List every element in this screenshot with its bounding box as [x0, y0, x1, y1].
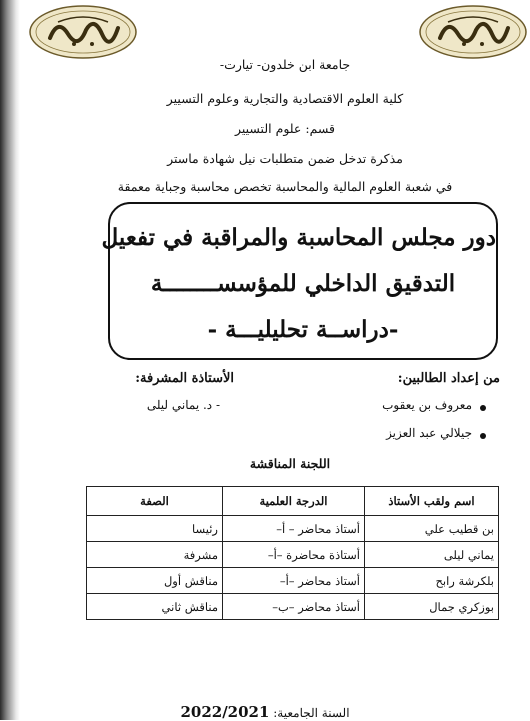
scan-edge-shadow: [0, 0, 20, 720]
specialty: في شعبة العلوم المالية والمحاسبة تخصص محاسبة وجباية معمقة: [117, 179, 453, 194]
member-role: مناقش ثاني: [87, 594, 223, 620]
university-logo-left: [28, 4, 138, 60]
academic-year-label: السنة الجامعية:: [273, 706, 350, 720]
university-logo-right: [418, 4, 528, 60]
member-role: رئيسا: [87, 516, 223, 542]
column-header: الصفة: [87, 487, 223, 516]
student-name-1: معروف بن يعقوب: [382, 398, 472, 412]
bullet: [480, 405, 486, 411]
table-row: [87, 516, 499, 542]
title-box: [101, 202, 498, 360]
supervisor-name: - د. يماني ليلى: [146, 398, 220, 412]
academic-year: [0, 703, 530, 721]
bullet: [480, 433, 486, 439]
committee-title: اللجنة المناقشة: [249, 456, 331, 471]
table-row: [87, 568, 499, 594]
faculty-name: كلية العلوم الاقتصادية والتجارية وعلوم التسيير: [166, 91, 404, 106]
department-name: قسم: علوم التسيير: [234, 121, 336, 136]
title-line-1: دور مجلس المحاسبة والمراقبة في تفعيل: [101, 224, 496, 251]
member-name: بن قطيب علي: [365, 516, 499, 542]
column-header: اسم ولقب الأستاذ: [365, 487, 499, 516]
member-rank: أستاذة محاضرة –أ–: [223, 542, 365, 568]
academic-year-value: 2022/2021: [180, 703, 270, 721]
member-role: مناقش أول: [87, 568, 223, 594]
table-row: [87, 594, 499, 620]
university-name: جامعة ابن خلدون- تيارت-: [219, 57, 351, 72]
student-name-2: جيلالي عبد العزيز: [386, 426, 472, 440]
member-rank: أستاذ محاضر – أ–: [223, 516, 365, 542]
member-name: يماني ليلى: [365, 542, 499, 568]
member-name: بلكرشة رابح: [365, 568, 499, 594]
table-header-row: [87, 487, 499, 516]
member-role: مشرفة: [87, 542, 223, 568]
title-line-3: -دراســة تحليليـــة -: [207, 316, 399, 343]
member-rank: أستاذ محاضر –أ–: [223, 568, 365, 594]
thesis-note: مذكرة تدخل ضمن متطلبات نيل شهادة ماستر: [167, 151, 403, 166]
committee-table: [86, 486, 499, 620]
authors-label: من إعداد الطالبين:: [397, 371, 500, 386]
title-line-2: التدقيق الداخلي للمؤسســــــــة: [150, 270, 456, 297]
member-name: بوزكري جمال: [365, 594, 499, 620]
member-rank: أستاذ محاضر –ب–: [223, 594, 365, 620]
table-row: [87, 542, 499, 568]
column-header: الدرجة العلمية: [223, 487, 365, 516]
supervisor-label: الأستاذة المشرفة:: [135, 371, 234, 386]
